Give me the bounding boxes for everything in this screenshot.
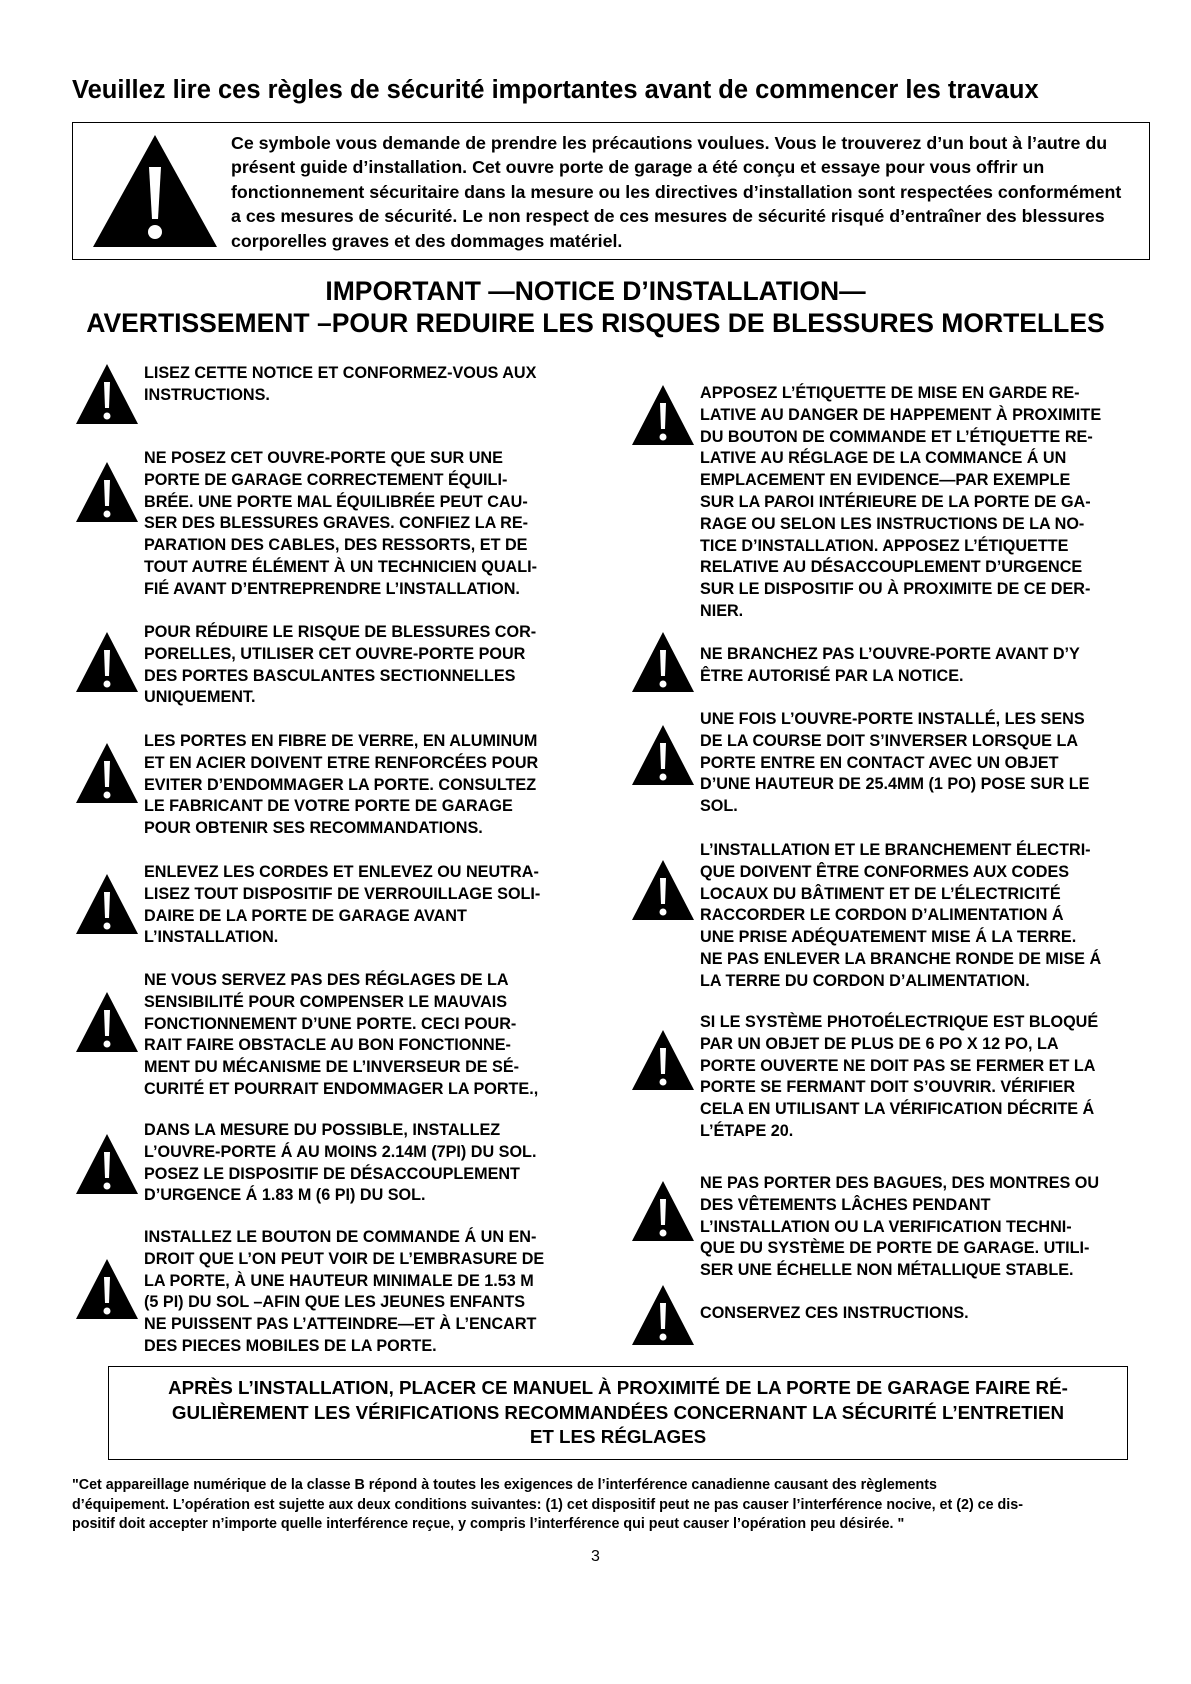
warning-text: DANS LA MESURE DU POSSIBLE, INSTALLEZ L’OUVRE-PORTE Á AU MOINS 2.14M (7PI) DU SOL. POSEZ LE DISPOSITIF DE DÉSACCOUPLEMENT D’URGENCE Á 1.83 M (6 PI) DU SOL.	[144, 1121, 537, 1205]
warning-icon	[74, 1257, 140, 1321]
warning-text: LES PORTES EN FIBRE DE VERRE, EN ALUMINUM ET EN ACIER DOIVENT ETRE RENFORCÉES POUR EVITER D’ENDOMMAGER LA PORTE. CONSULTEZ LE FABRICANT DE VOTRE PORTE DE GARAGE POUR OBTENIR SES RECOMMANDATIONS.	[144, 732, 539, 838]
regulatory-footnote: "Cet appareillage numérique de la classe B répond à toutes les exigences de l’interférence canadienne causant des règlements d’équipement. L’opération est sujette aux deux conditions suivantes: (1) cet dispositif peut ne pas causer l’interférence nocive, et (2) ce dis- positif doit accepter n’importe quelle interférence reçue, y compris l’interférence qui peut causer l’opération peu désirée. "	[72, 1477, 1023, 1532]
warning-text: NE PAS PORTER DES BAGUES, DES MONTRES OU DES VÊTEMENTS LÂCHES PENDANT L’INSTALLATION OU LA VERIFICATION TECHNI- QUE DU SYSTÈME DE PORTE DE GARAGE. UTILI- SER UNE ÉCHELLE NON MÉTALLIQUE STABLE.	[700, 1174, 1100, 1280]
warning-text: UNE FOIS L’OUVRE-PORTE INSTALLÉ, LES SENS DE LA COURSE DOIT S’INVERSER LORSQUE LA PORTE ENTRE EN CONTACT AVEC UN OBJET D’UNE HAUTEUR DE 25.4MM (1 PO) POSE SUR LE SOL.	[700, 710, 1090, 816]
after-installation-box: APRÈS L’INSTALLATION, PLACER CE MANUEL À PROXIMITÉ DE LA PORTE DE GARAGE FAIRE RÉ- GULIÈREMENT LES VÉRIFICATIONS RECOMMANDÉES CONCERNANT LA SÉCURITÉ L’ENTRETIEN ET LES RÉGLAGES	[108, 1366, 1128, 1460]
warning-text: NE VOUS SERVEZ PAS DES RÉGLAGES DE LA SENSIBILITÉ POUR COMPENSER LE MAUVAIS FONCTIONNEMENT D’UNE PORTE. CECI POUR- RAIT FAIRE OBSTACLE AU BON FONCTIONNE- MENT DU MÉCANISME DE L’INVERSEUR DE SÉ- CURITÉ ET POURRAIT ENDOMMAGER LA PORTE.,	[144, 971, 539, 1098]
warning-icon	[89, 131, 221, 251]
warning-text: POUR RÉDUIRE LE RISQUE DE BLESSURES COR- PORELLES, UTILISER CET OUVRE-PORTE POUR DES PORTES BASCULANTES SECTIONNELLES UNIQUEMENT.	[144, 623, 537, 707]
warning-icon	[74, 362, 140, 426]
warning-icon	[74, 460, 140, 524]
page-number: 3	[591, 1548, 600, 1565]
warning-icon	[74, 630, 140, 694]
warning-text: L’INSTALLATION ET LE BRANCHEMENT ÉLECTRI- QUE DOIVENT ÊTRE CONFORMES AUX CODES LOCAUX DU BÂTIMENT ET DE L’ÉLECTRICITÉ RACCORDER LE CORDON D’ALIMENTATION Á UNE PRISE ADÉQUATEMENT MISE Á LA TERRE. NE PAS ENLEVER LA BRANCHE RONDE DE MISE Á LA TERRE DU CORDON D’ALIMENTATION.	[700, 841, 1102, 990]
warning-icon	[630, 723, 696, 787]
warning-heading: AVERTISSEMENT –POUR REDUIRE LES RISQUES DE BLESSURES MORTELLES	[86, 308, 1105, 338]
page-title: Veuillez lire ces règles de sécurité importantes avant de commencer les travaux	[72, 76, 1039, 104]
warning-icon	[630, 383, 696, 447]
warning-icon	[630, 1028, 696, 1092]
warning-text: NE POSEZ CET OUVRE-PORTE QUE SUR UNE PORTE DE GARAGE CORRECTEMENT ÉQUILI- BRÉE. UNE PORTE MAL ÉQUILIBRÉE PEUT CAU- SER DES BLESSURES GRAVES. CONFIEZ LA RE- PARATION DES CABLES, DES RESSORTS, ET DE TOUT AUTRE ÉLÉMENT À UN TECHNICIEN QUALI- FIÉ AVANT D’ENTREPRENDRE L’INSTALLATION.	[144, 449, 537, 598]
warning-icon	[74, 990, 140, 1054]
warning-text: SI LE SYSTÈME PHOTOÉLECTRIQUE EST BLOQUÉ PAR UN OBJET DE PLUS DE 6 PO X 12 PO, LA PORTE OUVERTE NE DOIT PAS SE FERMER ET LA PORTE SE FERMANT DOIT S’OUVRIR. VÉRIFIER CELA EN UTILISANT LA VÉRIFICATION DÉCRITE Á L’ÉTAPE 20.	[700, 1013, 1099, 1140]
warning-text: NE BRANCHEZ PAS L’OUVRE-PORTE AVANT D’Y ÊTRE AUTORISÉ PAR LA NOTICE.	[700, 645, 1080, 685]
warning-text: APPOSEZ L’ÉTIQUETTE DE MISE EN GARDE RE- LATIVE AU DANGER DE HAPPEMENT À PROXIMITE DU BOUTON DE COMMANDE ET L’ÉTIQUETTE RE- LATIVE AU RÉGLAGE DE LA COMMANCE Á UN EMPLACEMENT EN EVIDENCE—PAR EXEMPLE SUR LA PAROI INTÉRIEURE DE LA PORTE DE GA- RAGE OU SELON LES INSTRUCTIONS DE LA NO- TICE D’INSTALLATION. APPOSEZ L’ÉTIQUETTE RELATIVE AU DÉSACCOUPLEMENT D’URGENCE SUR LE DISPOSITIF OU À PROXIMITE DE CE DER- NIER.	[700, 384, 1102, 620]
warning-icon	[74, 1132, 140, 1196]
intro-warning-box	[72, 122, 1150, 260]
warning-icon	[630, 1179, 696, 1243]
warning-text: ENLEVEZ LES CORDES ET ENLEVEZ OU NEUTRA- LISEZ TOUT DISPOSITIF DE VERROUILLAGE SOLI- DAIRE DE LA PORTE DE GARAGE AVANT L’INSTALLATION.	[144, 863, 541, 947]
warning-icon	[74, 872, 140, 936]
warning-text: CONSERVEZ CES INSTRUCTIONS.	[700, 1304, 969, 1322]
notice-heading: IMPORTANT —NOTICE D’INSTALLATION—	[325, 276, 866, 306]
warning-text: INSTALLEZ LE BOUTON DE COMMANDE Á UN EN- DROIT QUE L’ON PEUT VOIR DE L’EMBRASURE DE LA PORTE, À UNE HAUTEUR MINIMALE DE 1.53 M (5 PI) DU SOL –AFIN QUE LES JEUNES ENFANTS NE PUISSENT PAS L’ATTEINDRE—ET À L’ENCART DES PIECES MOBILES DE LA PORTE.	[144, 1228, 545, 1355]
warning-icon	[630, 858, 696, 922]
warning-icon	[74, 741, 140, 805]
intro-text: Ce symbole vous demande de prendre les précautions voulues. Vous le trouverez d’un bout à l’autre du présent guide d’installation. Cet ouvre porte de garage a été conçu et essaye pour vous offrir un fonctionnement sécuritaire dans la mesure ou les directives d’installation sont respectées conformément a ces mesures de sécurité. Le non respect de ces mesures de sécurité risqué d’entraîner des blessures corporelles graves et des dommages matériel.	[231, 133, 1122, 251]
warning-icon	[630, 1283, 696, 1347]
warning-icon	[630, 630, 696, 694]
warning-text: LISEZ CETTE NOTICE ET CONFORMEZ-VOUS AUX INSTRUCTIONS.	[144, 364, 537, 404]
